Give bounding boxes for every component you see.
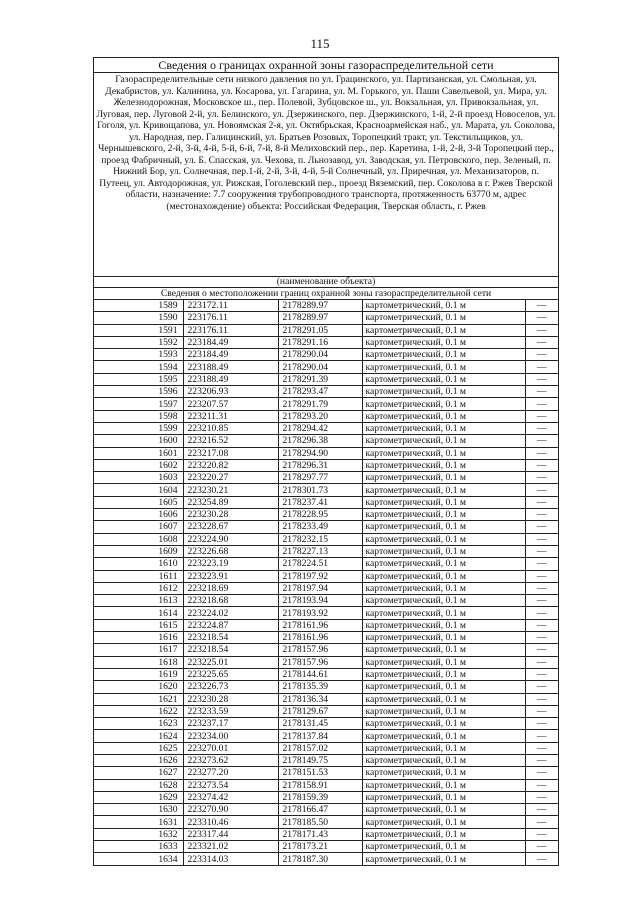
point-number-cell: 1594	[94, 361, 183, 373]
table-row	[94, 816, 558, 828]
point-number-cell: 1631	[94, 816, 183, 828]
table-row	[94, 841, 558, 853]
table-row	[94, 853, 558, 865]
x-coordinate-cell: 223234.00	[183, 730, 278, 742]
point-number-cell: 1616	[94, 632, 183, 644]
description-cell: —	[525, 754, 558, 766]
x-coordinate-cell: 223223.91	[183, 570, 278, 582]
x-coordinate-cell: 223230.28	[183, 509, 278, 521]
method-accuracy-cell: картометрический, 0.1 м	[362, 841, 525, 853]
y-coordinate-cell: 2178296.38	[278, 435, 362, 447]
coordinates-table-body	[94, 300, 558, 865]
point-number-cell: 1627	[94, 767, 183, 779]
point-number-cell: 1629	[94, 791, 183, 803]
point-number-cell: 1589	[94, 300, 183, 312]
description-cell: —	[525, 386, 558, 398]
point-number-cell: 1618	[94, 656, 183, 668]
x-coordinate-cell: 223254.89	[183, 496, 278, 508]
table-row	[94, 754, 558, 766]
method-accuracy-cell: картометрический, 0.1 м	[362, 816, 525, 828]
document-title: Сведения о границах охранной зоны газораспределительной сети	[94, 58, 558, 73]
x-coordinate-cell: 223223.19	[183, 558, 278, 570]
description-cell: —	[525, 693, 558, 705]
x-coordinate-cell: 223224.90	[183, 533, 278, 545]
description-cell: —	[525, 447, 558, 459]
table-row	[94, 668, 558, 680]
method-accuracy-cell: картометрический, 0.1 м	[362, 459, 525, 471]
description-cell: —	[525, 742, 558, 754]
y-coordinate-cell: 2178193.94	[278, 595, 362, 607]
method-accuracy-cell: картометрический, 0.1 м	[362, 410, 525, 422]
table-row	[94, 619, 558, 631]
x-coordinate-cell: 223310.46	[183, 816, 278, 828]
description-cell: —	[525, 336, 558, 348]
y-coordinate-cell: 2178291.39	[278, 373, 362, 385]
point-number-cell: 1614	[94, 607, 183, 619]
x-coordinate-cell: 223218.54	[183, 632, 278, 644]
table-row	[94, 545, 558, 557]
point-number-cell: 1598	[94, 410, 183, 422]
y-coordinate-cell: 2178171.43	[278, 828, 362, 840]
point-number-cell: 1630	[94, 804, 183, 816]
x-coordinate-cell: 223184.49	[183, 336, 278, 348]
y-coordinate-cell: 2178158.91	[278, 779, 362, 791]
x-coordinate-cell: 223207.57	[183, 398, 278, 410]
y-coordinate-cell: 2178193.92	[278, 607, 362, 619]
y-coordinate-cell: 2178237.41	[278, 496, 362, 508]
table-row	[94, 349, 558, 361]
point-number-cell: 1595	[94, 373, 183, 385]
description-cell: —	[525, 373, 558, 385]
description-cell: —	[525, 632, 558, 644]
description-cell: —	[525, 472, 558, 484]
point-number-cell: 1617	[94, 644, 183, 656]
point-number-cell: 1628	[94, 779, 183, 791]
method-accuracy-cell: картометрический, 0.1 м	[362, 398, 525, 410]
point-number-cell: 1592	[94, 336, 183, 348]
y-coordinate-cell: 2178173.21	[278, 841, 362, 853]
method-accuracy-cell: картометрический, 0.1 м	[362, 336, 525, 348]
method-accuracy-cell: картометрический, 0.1 м	[362, 472, 525, 484]
table-row	[94, 828, 558, 840]
y-coordinate-cell: 2178185.50	[278, 816, 362, 828]
y-coordinate-cell: 2178289.97	[278, 300, 362, 312]
point-number-cell: 1623	[94, 718, 183, 730]
point-number-cell: 1599	[94, 422, 183, 434]
method-accuracy-cell: картометрический, 0.1 м	[362, 644, 525, 656]
point-number-cell: 1596	[94, 386, 183, 398]
method-accuracy-cell: картометрический, 0.1 м	[362, 668, 525, 680]
x-coordinate-cell: 223225.01	[183, 656, 278, 668]
point-number-cell: 1626	[94, 754, 183, 766]
x-coordinate-cell: 223224.02	[183, 607, 278, 619]
point-number-cell: 1605	[94, 496, 183, 508]
method-accuracy-cell: картометрический, 0.1 м	[362, 853, 525, 865]
x-coordinate-cell: 223274.42	[183, 791, 278, 803]
method-accuracy-cell: картометрический, 0.1 м	[362, 656, 525, 668]
point-number-cell: 1591	[94, 324, 183, 336]
y-coordinate-cell: 2178297.77	[278, 472, 362, 484]
method-accuracy-cell: картометрический, 0.1 м	[362, 828, 525, 840]
x-coordinate-cell: 223273.62	[183, 754, 278, 766]
y-coordinate-cell: 2178291.05	[278, 324, 362, 336]
point-number-cell: 1621	[94, 693, 183, 705]
table-row	[94, 361, 558, 373]
description-cell: —	[525, 681, 558, 693]
table-row	[94, 496, 558, 508]
method-accuracy-cell: картометрический, 0.1 м	[362, 681, 525, 693]
description-cell: —	[525, 521, 558, 533]
y-coordinate-cell: 2178301.73	[278, 484, 362, 496]
y-coordinate-cell: 2178187.30	[278, 853, 362, 865]
x-coordinate-cell: 223230.28	[183, 693, 278, 705]
table-row	[94, 779, 558, 791]
description-cell: —	[525, 619, 558, 631]
x-coordinate-cell: 223188.49	[183, 361, 278, 373]
table-row	[94, 336, 558, 348]
y-coordinate-cell: 2178291.16	[278, 336, 362, 348]
description-cell: —	[525, 841, 558, 853]
description-cell: —	[525, 361, 558, 373]
x-coordinate-cell: 223188.49	[183, 373, 278, 385]
description-cell: —	[525, 435, 558, 447]
description-cell: —	[525, 767, 558, 779]
method-accuracy-cell: картометрический, 0.1 м	[362, 582, 525, 594]
point-number-cell: 1597	[94, 398, 183, 410]
point-number-cell: 1619	[94, 668, 183, 680]
table-row	[94, 484, 558, 496]
x-coordinate-cell: 223218.69	[183, 582, 278, 594]
description-cell: —	[525, 718, 558, 730]
description-cell: —	[525, 545, 558, 557]
table-row	[94, 558, 558, 570]
table-row	[94, 582, 558, 594]
x-coordinate-cell: 223172.11	[183, 300, 278, 312]
description-cell: —	[525, 816, 558, 828]
point-number-cell: 1624	[94, 730, 183, 742]
table-row	[94, 644, 558, 656]
description-cell: —	[525, 570, 558, 582]
method-accuracy-cell: картометрический, 0.1 м	[362, 533, 525, 545]
x-coordinate-cell: 223226.73	[183, 681, 278, 693]
method-accuracy-cell: картометрический, 0.1 м	[362, 779, 525, 791]
point-number-cell: 1620	[94, 681, 183, 693]
description-cell: —	[525, 656, 558, 668]
y-coordinate-cell: 2178197.92	[278, 570, 362, 582]
method-accuracy-cell: картометрический, 0.1 м	[362, 324, 525, 336]
table-row	[94, 767, 558, 779]
table-row	[94, 607, 558, 619]
description-cell: —	[525, 791, 558, 803]
method-accuracy-cell: картометрический, 0.1 м	[362, 373, 525, 385]
y-coordinate-cell: 2178157.96	[278, 644, 362, 656]
description-cell: —	[525, 558, 558, 570]
point-number-cell: 1593	[94, 349, 183, 361]
method-accuracy-cell: картометрический, 0.1 м	[362, 705, 525, 717]
description-cell: —	[525, 705, 558, 717]
description-cell: —	[525, 804, 558, 816]
point-number-cell: 1603	[94, 472, 183, 484]
x-coordinate-cell: 223211.31	[183, 410, 278, 422]
y-coordinate-cell: 2178157.96	[278, 656, 362, 668]
method-accuracy-cell: картометрический, 0.1 м	[362, 447, 525, 459]
x-coordinate-cell: 223206.93	[183, 386, 278, 398]
table-row	[94, 804, 558, 816]
x-coordinate-cell: 223184.49	[183, 349, 278, 361]
method-accuracy-cell: картометрический, 0.1 м	[362, 742, 525, 754]
point-number-cell: 1609	[94, 545, 183, 557]
method-accuracy-cell: картометрический, 0.1 м	[362, 484, 525, 496]
y-coordinate-cell: 2178131.45	[278, 718, 362, 730]
table-row	[94, 730, 558, 742]
table-row	[94, 472, 558, 484]
table-row	[94, 386, 558, 398]
x-coordinate-cell: 223210.85	[183, 422, 278, 434]
description-cell: —	[525, 349, 558, 361]
x-coordinate-cell: 223233.59	[183, 705, 278, 717]
table-row	[94, 435, 558, 447]
y-coordinate-cell: 2178224.51	[278, 558, 362, 570]
x-coordinate-cell: 223230.21	[183, 484, 278, 496]
method-accuracy-cell: картометрический, 0.1 м	[362, 693, 525, 705]
method-accuracy-cell: картометрический, 0.1 м	[362, 386, 525, 398]
method-accuracy-cell: картометрический, 0.1 м	[362, 804, 525, 816]
y-coordinate-cell: 2178294.42	[278, 422, 362, 434]
description-cell: —	[525, 398, 558, 410]
description-cell: —	[525, 595, 558, 607]
y-coordinate-cell: 2178149.75	[278, 754, 362, 766]
x-coordinate-cell: 223270.01	[183, 742, 278, 754]
y-coordinate-cell: 2178161.96	[278, 632, 362, 644]
object-name-caption: (наименование объекта)	[94, 276, 558, 288]
point-number-cell: 1634	[94, 853, 183, 865]
y-coordinate-cell: 2178197.94	[278, 582, 362, 594]
method-accuracy-cell: картометрический, 0.1 м	[362, 607, 525, 619]
x-coordinate-cell: 223228.67	[183, 521, 278, 533]
method-accuracy-cell: картометрический, 0.1 м	[362, 718, 525, 730]
description-cell: —	[525, 582, 558, 594]
method-accuracy-cell: картометрический, 0.1 м	[362, 312, 525, 324]
description-cell: —	[525, 509, 558, 521]
point-number-cell: 1602	[94, 459, 183, 471]
description-cell: —	[525, 644, 558, 656]
table-row	[94, 398, 558, 410]
table-row	[94, 570, 558, 582]
x-coordinate-cell: 223321.02	[183, 841, 278, 853]
table-row	[94, 705, 558, 717]
table-row	[94, 324, 558, 336]
y-coordinate-cell: 2178293.20	[278, 410, 362, 422]
y-coordinate-cell: 2178291.79	[278, 398, 362, 410]
description-cell: —	[525, 853, 558, 865]
coordinates-table	[94, 300, 558, 866]
table-row	[94, 656, 558, 668]
y-coordinate-cell: 2178151.53	[278, 767, 362, 779]
table-row	[94, 595, 558, 607]
table-row	[94, 533, 558, 545]
method-accuracy-cell: картометрический, 0.1 м	[362, 595, 525, 607]
x-coordinate-cell: 223176.11	[183, 324, 278, 336]
y-coordinate-cell: 2178294.90	[278, 447, 362, 459]
method-accuracy-cell: картометрический, 0.1 м	[362, 496, 525, 508]
x-coordinate-cell: 223277.20	[183, 767, 278, 779]
description-cell: —	[525, 422, 558, 434]
y-coordinate-cell: 2178129.67	[278, 705, 362, 717]
description-cell: —	[525, 533, 558, 545]
y-coordinate-cell: 2178227.13	[278, 545, 362, 557]
table-row	[94, 693, 558, 705]
table-row	[94, 742, 558, 754]
method-accuracy-cell: картометрический, 0.1 м	[362, 435, 525, 447]
x-coordinate-cell: 223218.68	[183, 595, 278, 607]
description-cell: —	[525, 730, 558, 742]
method-accuracy-cell: картометрический, 0.1 м	[362, 361, 525, 373]
description-cell: —	[525, 484, 558, 496]
method-accuracy-cell: картометрический, 0.1 м	[362, 349, 525, 361]
description-cell: —	[525, 496, 558, 508]
x-coordinate-cell: 223317.44	[183, 828, 278, 840]
location-section-heading: Сведения о местоположении границ охранной зоны газораспределительной сети	[94, 288, 558, 300]
x-coordinate-cell: 223314.03	[183, 853, 278, 865]
x-coordinate-cell: 223224.87	[183, 619, 278, 631]
table-row	[94, 521, 558, 533]
y-coordinate-cell: 2178290.04	[278, 349, 362, 361]
point-number-cell: 1625	[94, 742, 183, 754]
description-cell: —	[525, 300, 558, 312]
method-accuracy-cell: картометрический, 0.1 м	[362, 558, 525, 570]
y-coordinate-cell: 2178166.47	[278, 804, 362, 816]
method-accuracy-cell: картометрический, 0.1 м	[362, 521, 525, 533]
table-row	[94, 791, 558, 803]
method-accuracy-cell: картометрический, 0.1 м	[362, 754, 525, 766]
y-coordinate-cell: 2178289.97	[278, 312, 362, 324]
x-coordinate-cell: 223216.52	[183, 435, 278, 447]
method-accuracy-cell: картометрический, 0.1 м	[362, 422, 525, 434]
y-coordinate-cell: 2178296.31	[278, 459, 362, 471]
x-coordinate-cell: 223225.65	[183, 668, 278, 680]
table-row	[94, 681, 558, 693]
document-body	[93, 57, 559, 866]
table-row	[94, 459, 558, 471]
point-number-cell: 1612	[94, 582, 183, 594]
table-row	[94, 312, 558, 324]
description-cell: —	[525, 779, 558, 791]
method-accuracy-cell: картометрический, 0.1 м	[362, 730, 525, 742]
description-cell: —	[525, 668, 558, 680]
point-number-cell: 1600	[94, 435, 183, 447]
table-row	[94, 718, 558, 730]
point-number-cell: 1633	[94, 841, 183, 853]
point-number-cell: 1601	[94, 447, 183, 459]
y-coordinate-cell: 2178228.95	[278, 509, 362, 521]
table-row	[94, 509, 558, 521]
point-number-cell: 1615	[94, 619, 183, 631]
table-row	[94, 447, 558, 459]
y-coordinate-cell: 2178290.04	[278, 361, 362, 373]
description-cell: —	[525, 312, 558, 324]
table-row	[94, 373, 558, 385]
x-coordinate-cell: 223176.11	[183, 312, 278, 324]
y-coordinate-cell: 2178232.15	[278, 533, 362, 545]
table-row	[94, 300, 558, 312]
point-number-cell: 1610	[94, 558, 183, 570]
description-cell: —	[525, 459, 558, 471]
y-coordinate-cell: 2178157.02	[278, 742, 362, 754]
point-number-cell: 1622	[94, 705, 183, 717]
point-number-cell: 1611	[94, 570, 183, 582]
x-coordinate-cell: 223226.68	[183, 545, 278, 557]
method-accuracy-cell: картометрический, 0.1 м	[362, 632, 525, 644]
point-number-cell: 1607	[94, 521, 183, 533]
x-coordinate-cell: 223220.27	[183, 472, 278, 484]
description-cell: —	[525, 607, 558, 619]
table-row	[94, 410, 558, 422]
method-accuracy-cell: картометрический, 0.1 м	[362, 300, 525, 312]
point-number-cell: 1604	[94, 484, 183, 496]
point-number-cell: 1613	[94, 595, 183, 607]
method-accuracy-cell: картометрический, 0.1 м	[362, 619, 525, 631]
y-coordinate-cell: 2178137.84	[278, 730, 362, 742]
table-row	[94, 632, 558, 644]
method-accuracy-cell: картометрический, 0.1 м	[362, 545, 525, 557]
x-coordinate-cell: 223220.82	[183, 459, 278, 471]
point-number-cell: 1606	[94, 509, 183, 521]
point-number-cell: 1608	[94, 533, 183, 545]
object-description: Газораспределительные сети низкого давления по ул. Грацинского, ул. Партизанская, ул. Смольная, ул. Декабристов, ул. Калинина, ул. Косарова, ул. Гагарина, ул. М. Горького, ул. Паши Савельевой, ул. Мира, ул. Железнодорожная, Московское ш., пер. Полевой, Зубцовское ш., ул. Вокзальная, ул. Привокзальная, ул. Луговая, пер. Луговой 2-й, ул. Белинского, ул. Дзержинского, пер. Дзержинского, 1-й, 2-й проезд Новоселов, ул. Гоголя, ул. Кривощапова, ул. Новоямская 2-я, ул. Октябрьская, Красноармейская наб., ул. Марата, ул. Соколова, ул. Народная, пер. Галицинский, ул. Братьев Розовых, Торопецкий тракт, ул. Текстильщиков, ул. Чернышевского, 2-й, 3-й, 4-й, 5-й, 6-й, 7-й, 8-й Мелиховский пер., пер. Каретина, 1-й, 2-й, 3-й Торопецкий пер., проезд Фабричный, ул. Б. Спасская, ул. Чехова, п. Льнозавод, ул. Заводская, ул. Петровского, пер. Зеленый, п. Нижний Бор, ул. Солнечная, пер.1-й, 2-й, 3-й, 4-й, 5-й Солнечный, ул. Приречная, ул. Механизаторов, п. Путеец, ул. Автодорожная, ул. Рижская, Гоголевский пер., проезд Вяземский, пер. Соколова в г. Ржев Тверской области, назначение: 7.7 сооружения трубопроводного транспорта, протяженность 63770 м, адрес (местонахождение) объекта: Российская Федерация, Тверская область, г. Ржев	[96, 74, 556, 212]
x-coordinate-cell: 223273.54	[183, 779, 278, 791]
y-coordinate-cell: 2178159.39	[278, 791, 362, 803]
x-coordinate-cell: 223218.54	[183, 644, 278, 656]
method-accuracy-cell: картометрический, 0.1 м	[362, 791, 525, 803]
y-coordinate-cell: 2178161.96	[278, 619, 362, 631]
x-coordinate-cell: 223237.17	[183, 718, 278, 730]
method-accuracy-cell: картометрический, 0.1 м	[362, 570, 525, 582]
x-coordinate-cell: 223217.08	[183, 447, 278, 459]
point-number-cell: 1590	[94, 312, 183, 324]
method-accuracy-cell: картометрический, 0.1 м	[362, 767, 525, 779]
y-coordinate-cell: 2178136.34	[278, 693, 362, 705]
page-number: 115	[310, 36, 330, 51]
description-cell: —	[525, 410, 558, 422]
x-coordinate-cell: 223270.90	[183, 804, 278, 816]
description-cell: —	[525, 828, 558, 840]
method-accuracy-cell: картометрический, 0.1 м	[362, 509, 525, 521]
y-coordinate-cell: 2178233.49	[278, 521, 362, 533]
y-coordinate-cell: 2178293.47	[278, 386, 362, 398]
table-row	[94, 422, 558, 434]
description-cell: —	[525, 324, 558, 336]
y-coordinate-cell: 2178144.61	[278, 668, 362, 680]
point-number-cell: 1632	[94, 828, 183, 840]
y-coordinate-cell: 2178135.39	[278, 681, 362, 693]
